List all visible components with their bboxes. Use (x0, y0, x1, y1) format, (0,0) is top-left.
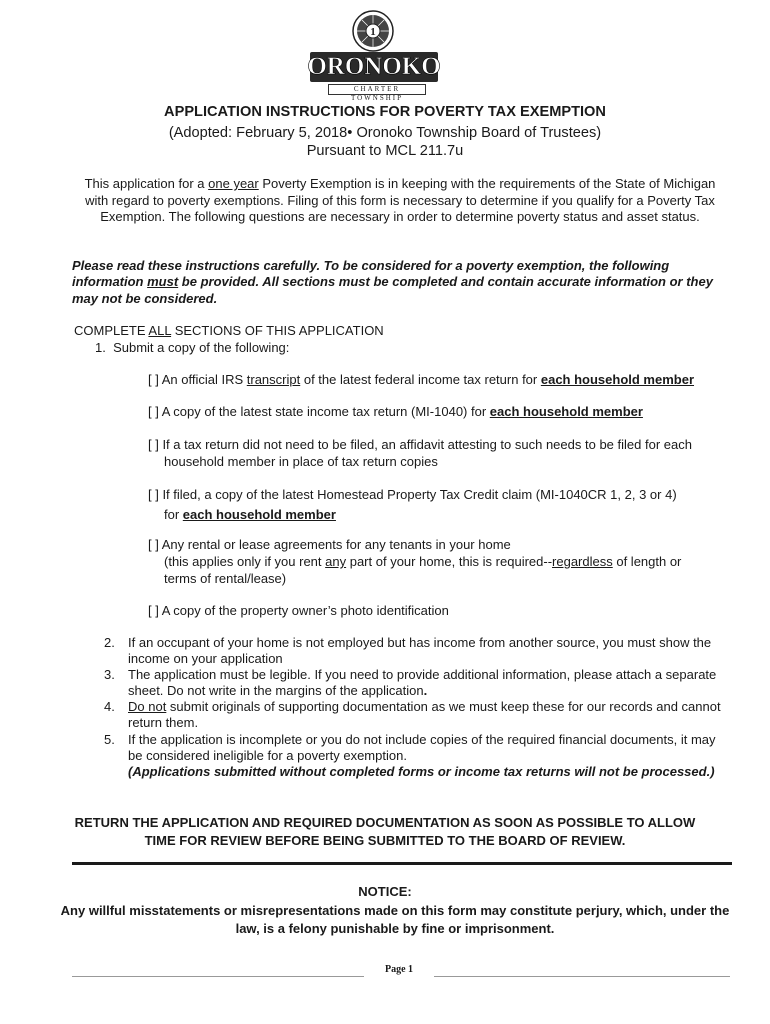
return-instructions: RETURN THE APPLICATION AND REQUIRED DOCUMENTATION AS SOON AS POSSIBLE TO ALLOW TIME FOR REVIEW BEFORE BEING SUBMITTED TO THE BOARD OF REVIEW. (74, 815, 696, 848)
numbered-item-2: 2. If an occupant of your home is not employed but has income from another source, you must show the income on your application (104, 635, 712, 667)
notice-heading: NOTICE: (358, 884, 412, 899)
checklist-item-state-return: [ ] A copy of the latest state income tax return (MI-1040) for each household member (148, 404, 643, 419)
adopted-line: (Adopted: February 5, 2018• Oronoko Township Board of Trustees) (168, 125, 602, 141)
pursuant-line: Pursuant to MCL 211.7u (306, 143, 464, 159)
checklist-item-irs-transcript: [ ] An official IRS transcript of the latest federal income tax return for each household member (148, 372, 695, 387)
checklist-item-homestead-credit: [ ] If filed, a copy of the latest Homestead Property Tax Credit claim (MI-1040CR 1, 2, 3 or 4) for each household member (148, 487, 677, 522)
township-logo (306, 10, 442, 102)
checklist-item-affidavit: [ ] If a tax return did not need to be filed, an affidavit attesting to such needs to be filed for each household member in place of tax return copies (148, 437, 692, 469)
numbered-item-1: 1. Submit a copy of the following: (95, 340, 290, 355)
document-title: APPLICATION INSTRUCTIONS FOR POVERTY TAX EXEMPTION (164, 104, 606, 120)
numbered-item-4: 4. Do not submit originals of supporting documentation as we must keep these for our records and cannot return them. (104, 699, 721, 731)
logo-subtitle: CHARTER TOWNSHIP (328, 84, 426, 95)
footer-rule-right (434, 976, 730, 977)
intro-paragraph: This application for a one year Poverty Exemption is in keeping with the requirements of the State of Michigan with regard to poverty exemptions. Filing of this form is necessary to determine if you qualify for a Poverty Tax Exemption. The following questions are necessary in order to determine poverty status and asset status. (84, 176, 716, 224)
numbered-item-5: 5. If the application is incomplete or you do not include copies of the required financial documents, it may be considered ineligible for a poverty exemption. (Applications submitted without completed forms or income tax returns will not be processed.) (104, 732, 716, 780)
page-number: Page 1 (384, 964, 414, 975)
numbered-item-3: 3. The application must be legible. If you need to provide additional information, please attach a separate sheet. Do not write in the margins of the application. (104, 667, 717, 699)
logo-wordmark: ORONOKO (307, 53, 441, 80)
township-seal-icon (352, 10, 394, 52)
checklist-item-rental-agreements: [ ] Any rental or lease agreements for any tenants in your home (this applies only if you rent any part of your home, this is required--regardless of length or terms of rental/lease) (148, 537, 682, 586)
warning-paragraph: Please read these instructions carefully. To be considered for a poverty exemption, the following information must be provided. All sections must be completed and contain accurate information or they may not be considered. (72, 258, 713, 306)
notice-body: Any willful misstatements or misrepresentations made on this form may constitute perjury, which, under the law, is a felony punishable by fine or imprisonment. (60, 903, 730, 936)
footer-rule-left (72, 976, 364, 977)
complete-all-heading: COMPLETE ALL SECTIONS OF THIS APPLICATION (74, 323, 384, 338)
seal-numeral: 1 (370, 26, 376, 38)
checklist-item-photo-id: [ ] A copy of the property owner’s photo identification (148, 603, 449, 618)
section-divider (72, 862, 732, 865)
